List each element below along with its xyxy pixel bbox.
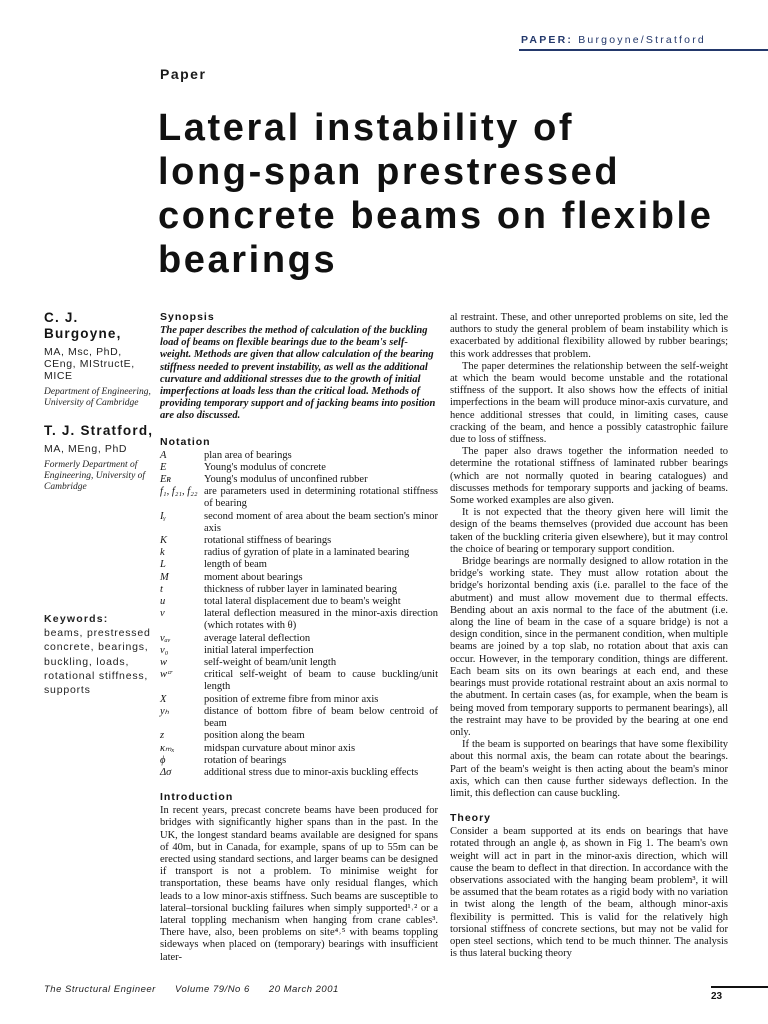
notation-definition: rotational stiffness of bearings: [204, 535, 332, 547]
notation-row: [160, 559, 438, 571]
page-number: 23: [711, 991, 723, 1002]
notation-definition: midspan curvature about minor axis: [204, 742, 356, 754]
synopsis-heading: Synopsis: [160, 311, 215, 323]
author-column: [44, 310, 156, 493]
notation-row: [160, 486, 438, 510]
notation-symbol: z: [160, 730, 165, 742]
notation-definition: lateral deflection measured in the minor-axis direction (which rotates with θ): [204, 608, 438, 632]
notation-symbol: Δσ: [160, 766, 172, 778]
notation-heading: Notation: [160, 435, 211, 448]
author-name: C. J. Burgoyne,: [44, 310, 122, 341]
notation-definition: distance of bottom fibre of beam below centroid of beam: [204, 705, 438, 730]
paper-title: [158, 106, 758, 282]
author-block: [44, 423, 156, 493]
notation-row: [160, 669, 438, 693]
paragraph: It is not expected that the theory given here will limit the design of the beams themselves (provided due account has been taken of the buckling criteria given elsewhere), but it may control the choice of bearing or temporary support condition.: [450, 507, 728, 555]
right-column: [450, 311, 728, 960]
notation-row: [160, 730, 438, 742]
notation-definition: total lateral displacement due to beam's weight: [204, 596, 401, 608]
page-footer: [44, 984, 355, 995]
running-head-label: PAPER:: [521, 34, 574, 46]
notation-symbol: M: [160, 571, 169, 583]
notation-row: [160, 535, 438, 547]
notation-symbol: K: [160, 535, 168, 547]
notation-definition: position along the beam: [204, 730, 305, 742]
notation-symbol: f₁, f₂₁, f₂₂: [160, 486, 198, 498]
notation-row: [160, 608, 438, 632]
notation-row: [160, 511, 438, 535]
paragraph: Bridge bearings are normally designed to allow rotation in the bridge's working state. They must allow rotation about the bridge's horizontal bending axis (i.e. parallel to the face of the abutment) and must allow movement due to thermal effects. Bending about an axis normal to the face of the abutment (i.e. along the line of beam in the case of a square bridge) is not a design condition, since in the permanent condition, when multiple beams are joined by a top slab, no rotation about that axis can occur. However, in the temporary condition, things are different. Each beam sits on its own bearings at each end, and these bearings must provide rotational restraint about an axis normal to the abutment. In certain cases (as, for example, when the beam is being moved from temporary supports to permanent bearings), all the restraint may have to be provided by the bearing at one end only.: [450, 556, 728, 738]
paragraph: If the beam is supported on bearings that have some flexibility about this normal axis, the beam can rotate about the bearings. Part of the beam's weight is then acting about the beam's minor axis, which can then cause further sideways deflection. In the limit, this deflection can cause buckling.: [450, 739, 728, 799]
notation-definition: self-weight of beam/unit length: [204, 657, 337, 669]
keywords-text: beams, prestressed concrete, bearings, buckling, loads, rotational stiffness, supports: [44, 627, 151, 697]
notation-symbol: E: [160, 461, 167, 473]
running-head-authors: Burgoyne/Stratford: [578, 34, 706, 46]
notation-symbol: v₀: [160, 644, 169, 656]
notation-symbol: ϕ: [160, 754, 166, 766]
theory-heading: Theory: [450, 812, 492, 825]
notation-definition: average lateral deflection: [204, 632, 311, 644]
notation-symbol: wᶜʳ: [160, 669, 173, 681]
notation-symbol: yₕ: [160, 705, 169, 717]
notation-row: [160, 767, 438, 779]
introduction-text: [160, 805, 438, 964]
notation-row: [160, 584, 438, 596]
title-line: concrete beams on flexible: [158, 195, 714, 237]
notation-definition: radius of gyration of plate in a laminated bearing: [204, 547, 410, 559]
notation-symbol: X: [160, 693, 167, 705]
paragraph: al restraint. These, and other unreported problems on site, led the authors to study the general problem of beam instability which is exacerbated by additional flexibility allowed by rubber bearings; this work addresses that problem.: [450, 312, 728, 360]
notation-definition: moment about bearings: [204, 571, 303, 583]
notation-symbol: κₘₓ: [160, 742, 175, 754]
notation-definition: plan area of bearings: [204, 449, 292, 461]
paragraph: Consider a beam supported at its ends on bearings that have rotated through an angle ϕ, as shown in Fig 1. The beam's own weight will act in part in the minor-axis direction, which will cause the beam to deflect in that direction. In accordance with the observations associated with the hanging beam problem³, it will be assumed that the beam rotates as a rigid body with no variation in twist along the length of the beam, although minor-axis flexibility is permitted. This is valid for the relatively high torsional stiffness of concrete sections, but may not be valid for open steel sections, which tend to be much thinner. The analysis is thus lateral bucking theory: [450, 826, 728, 960]
author-affiliation: Department of Engineering, University of Cambridge: [44, 387, 151, 408]
notation-symbol: Eʀ: [160, 474, 172, 486]
notation-row: [160, 645, 438, 657]
notation-row: [160, 633, 438, 645]
page-number-rule: [711, 986, 768, 988]
keywords-block: [44, 612, 156, 697]
running-head: [521, 34, 706, 46]
middle-column: [160, 311, 438, 964]
notation-row: [160, 755, 438, 767]
notation-definition: position of extreme fibre from minor axis: [204, 693, 379, 705]
notation-row: [160, 596, 438, 608]
notation-row: [160, 462, 438, 474]
title-line: bearings: [158, 239, 338, 281]
notation-symbol: A: [160, 449, 167, 461]
issue-date: 20 March 2001: [268, 984, 339, 995]
journal-name: The Structural Engineer: [44, 984, 156, 995]
notation-definition: are parameters used in determining rotational stiffness of bearing: [204, 486, 438, 510]
keywords-heading: Keywords:: [44, 613, 109, 625]
notation-symbol: u: [160, 596, 166, 608]
synopsis-text: The paper describes the method of calculation of the buckling load of beams on flexible bearings due to the beam's self-weight. Methods are given that allow calculation of the bearing stiffness needed to prevent instability, as well as the additional curvature and additional stresses due to the growth of initial imperfections at loads less than the critical load. Methods of providing temporary support and of jacking beams into position are also discussed.: [160, 325, 436, 422]
notation-symbol: w: [160, 657, 168, 669]
title-line: Lateral instability of: [158, 107, 575, 149]
notation-definition: Young's modulus of unconfined rubber: [204, 474, 368, 486]
notation-definition: additional stress due to minor-axis buckling effects: [204, 766, 419, 778]
theory-text: [450, 826, 728, 960]
notation-symbol: vₐᵥ: [160, 632, 171, 644]
notation-definition: rotation of bearings: [204, 754, 287, 766]
notation-definition: Young's modulus of concrete: [204, 461, 326, 473]
paragraph: In recent years, precast concrete beams have been produced for bridges with significantly higher spans than in the past. In the UK, the longest standard beams available are designed for spans of 40m, but in Canada, for example, spans of up to 55m can be erected using standard sections, and larger beams can be designed if transport is not a problem. To minimise weight for transportation, these beams have only residual flanges, which leads to a low minor-axis stiffness. Such beams are susceptible to lateral–torsional buckling failures when simply supported¹˒² or a lateral toppling mechanism when hanging from crane cables³. There have, also, been problems on site⁴˒⁵ with beams toppling sideways when placed on (temporary) bearings with insufficient later-: [160, 805, 438, 963]
notation-definition: critical self-weight of beam to cause buckling/unit length: [204, 669, 438, 693]
notation-row: [160, 706, 438, 730]
introduction-continued: [450, 312, 728, 800]
notation-symbol: v: [160, 608, 165, 620]
notation-row: [160, 657, 438, 669]
paragraph: The paper determines the relationship between the self-weight at which the beam would become unstable and the rotational stiffness of the support. It also shows how the effects of initial imperfections in the beam will produce minor-axis curvature, and hence additional stresses that could, in limiting cases, cause cracking of the beam, and hence a possibly catastrophic failure due to loss of stiffness.: [450, 360, 728, 446]
notation-row: [160, 694, 438, 706]
notation-row: [160, 572, 438, 584]
notation-row: [160, 547, 438, 559]
volume-issue: Volume 79/No 6: [174, 984, 250, 995]
notation-symbol: t: [160, 583, 163, 595]
notation-row: [160, 450, 438, 462]
author-qualifications: MA, MEng, PhD: [44, 443, 128, 455]
notation-table: [160, 450, 438, 779]
author-name: T. J. Stratford,: [44, 423, 154, 438]
introduction-heading: Introduction: [160, 791, 234, 804]
author-block: [44, 310, 156, 409]
notation-definition: initial lateral imperfection: [204, 644, 314, 656]
notation-row: [160, 743, 438, 755]
author-qualifications: MA, Msc, PhD, CEng, MIStructE, MICE: [44, 346, 135, 382]
notation-definition: thickness of rubber layer in laminated bearing: [204, 583, 398, 595]
notation-symbol: L: [160, 559, 166, 571]
section-label: Paper: [160, 66, 207, 82]
running-head-rule: [519, 49, 768, 51]
notation-definition: length of beam: [204, 559, 267, 571]
notation-definition: second moment of area about the beam section's minor axis: [204, 510, 438, 534]
paragraph: The paper also draws together the information needed to determine the rotational stiffness of laminated rubber bearings (which are not normally quoted in bearing catalogues) and discusses methods for temporary supports and jacking of beams. Some worked examples are also given.: [450, 446, 728, 507]
author-affiliation: Formerly Department of Engineering, University of Cambridge: [44, 460, 146, 492]
title-line: long-span prestressed: [158, 151, 621, 193]
notation-symbol: k: [160, 547, 165, 559]
notation-symbol: Iᵧ: [160, 510, 166, 522]
notation-row: [160, 474, 438, 486]
